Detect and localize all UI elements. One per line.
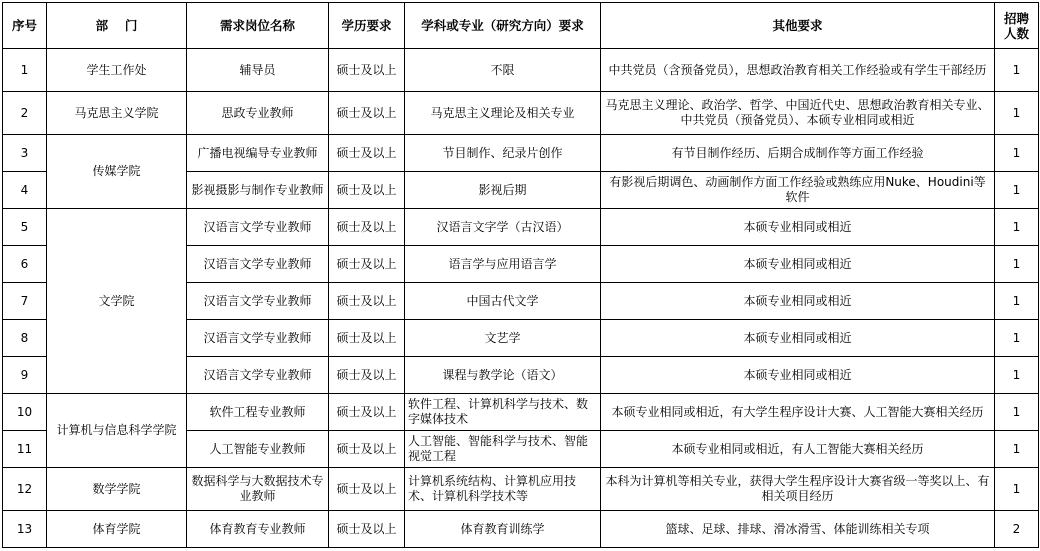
cell-degree: 硕士及以上 bbox=[329, 431, 405, 468]
cell-other: 本硕专业相同或相近 bbox=[601, 357, 995, 394]
header-dept: 部 门 bbox=[47, 3, 187, 49]
cell-major: 中国古代文学 bbox=[405, 283, 601, 320]
cell-seq: 12 bbox=[3, 468, 47, 511]
cell-seq: 8 bbox=[3, 320, 47, 357]
cell-count: 1 bbox=[995, 246, 1039, 283]
cell-seq: 5 bbox=[3, 209, 47, 246]
cell-degree: 硕士及以上 bbox=[329, 172, 405, 209]
table-row bbox=[3, 209, 1039, 246]
cell-degree: 硕士及以上 bbox=[329, 246, 405, 283]
table-row bbox=[3, 468, 1039, 511]
cell-position: 软件工程专业教师 bbox=[187, 394, 329, 431]
cell-other: 本硕专业相同或相近 bbox=[601, 283, 995, 320]
cell-other: 本科为计算机等相关专业，获得大学生程序设计大赛省级一等奖以上、有相关项目经历 bbox=[601, 468, 995, 511]
cell-other: 中共党员（含预备党员），思想政治教育相关工作经验或有学生干部经历 bbox=[601, 49, 995, 92]
cell-other: 篮球、足球、排球、滑冰滑雪、体能训练相关专项 bbox=[601, 511, 995, 548]
cell-other: 本硕专业相同或相近 bbox=[601, 320, 995, 357]
cell-dept: 体育学院 bbox=[47, 511, 187, 548]
cell-degree: 硕士及以上 bbox=[329, 511, 405, 548]
recruitment-table bbox=[2, 2, 1039, 548]
cell-seq: 9 bbox=[3, 357, 47, 394]
cell-count: 1 bbox=[995, 320, 1039, 357]
cell-position: 汉语言文学专业教师 bbox=[187, 320, 329, 357]
cell-position: 广播电视编导专业教师 bbox=[187, 135, 329, 172]
cell-seq: 2 bbox=[3, 92, 47, 135]
cell-dept: 传媒学院 bbox=[47, 135, 187, 209]
cell-dept: 数学学院 bbox=[47, 468, 187, 511]
cell-position: 汉语言文学专业教师 bbox=[187, 246, 329, 283]
cell-degree: 硕士及以上 bbox=[329, 283, 405, 320]
cell-position: 思政专业教师 bbox=[187, 92, 329, 135]
cell-count: 1 bbox=[995, 92, 1039, 135]
table-row bbox=[3, 49, 1039, 92]
cell-degree: 硕士及以上 bbox=[329, 357, 405, 394]
cell-other: 有节目制作经历、后期合成制作等方面工作经验 bbox=[601, 135, 995, 172]
cell-count: 1 bbox=[995, 49, 1039, 92]
cell-other: 有影视后期调色、动画制作方面工作经验或熟练应用Nuke、Houdini等软件 bbox=[601, 172, 995, 209]
cell-dept: 文学院 bbox=[47, 209, 187, 394]
cell-seq: 7 bbox=[3, 283, 47, 320]
table-row bbox=[3, 511, 1039, 548]
cell-major: 体育教育训练学 bbox=[405, 511, 601, 548]
cell-count: 1 bbox=[995, 431, 1039, 468]
cell-dept: 计算机与信息科学学院 bbox=[47, 394, 187, 468]
cell-major: 语言学与应用语言学 bbox=[405, 246, 601, 283]
cell-count: 1 bbox=[995, 468, 1039, 511]
cell-seq: 6 bbox=[3, 246, 47, 283]
cell-major: 汉语言文字学（古汉语） bbox=[405, 209, 601, 246]
cell-dept: 学生工作处 bbox=[47, 49, 187, 92]
cell-count: 1 bbox=[995, 172, 1039, 209]
header-major: 学科或专业（研究方向）要求 bbox=[405, 3, 601, 49]
cell-count: 2 bbox=[995, 511, 1039, 548]
cell-degree: 硕士及以上 bbox=[329, 209, 405, 246]
cell-count: 1 bbox=[995, 394, 1039, 431]
cell-position: 汉语言文学专业教师 bbox=[187, 209, 329, 246]
header-other: 其他要求 bbox=[601, 3, 995, 49]
cell-major: 文艺学 bbox=[405, 320, 601, 357]
cell-count: 1 bbox=[995, 135, 1039, 172]
header-position: 需求岗位名称 bbox=[187, 3, 329, 49]
cell-position: 体育教育专业教师 bbox=[187, 511, 329, 548]
header-count: 招聘人数 bbox=[995, 3, 1039, 49]
cell-major: 计算机系统结构、计算机应用技术、计算机科学技术等 bbox=[405, 468, 601, 511]
cell-other: 本硕专业相同或相近 bbox=[601, 246, 995, 283]
cell-degree: 硕士及以上 bbox=[329, 320, 405, 357]
table-row bbox=[3, 394, 1039, 431]
cell-major: 人工智能、智能科学与技术、智能视觉工程 bbox=[405, 431, 601, 468]
table-row bbox=[3, 92, 1039, 135]
cell-position: 数据科学与大数据技术专业教师 bbox=[187, 468, 329, 511]
cell-major: 不限 bbox=[405, 49, 601, 92]
cell-seq: 3 bbox=[3, 135, 47, 172]
header-row bbox=[3, 3, 1039, 49]
cell-degree: 硕士及以上 bbox=[329, 135, 405, 172]
cell-major: 节目制作、纪录片创作 bbox=[405, 135, 601, 172]
cell-degree: 硕士及以上 bbox=[329, 92, 405, 135]
cell-other: 本硕专业相同或相近，有大学生程序设计大赛、人工智能大赛相关经历 bbox=[601, 394, 995, 431]
cell-degree: 硕士及以上 bbox=[329, 394, 405, 431]
cell-major: 影视后期 bbox=[405, 172, 601, 209]
cell-degree: 硕士及以上 bbox=[329, 49, 405, 92]
cell-count: 1 bbox=[995, 283, 1039, 320]
header-degree: 学历要求 bbox=[329, 3, 405, 49]
cell-count: 1 bbox=[995, 209, 1039, 246]
cell-other: 本硕专业相同或相近 bbox=[601, 209, 995, 246]
cell-position: 辅导员 bbox=[187, 49, 329, 92]
header-seq: 序号 bbox=[3, 3, 47, 49]
cell-position: 人工智能专业教师 bbox=[187, 431, 329, 468]
cell-position: 汉语言文学专业教师 bbox=[187, 357, 329, 394]
cell-other: 本硕专业相同或相近，有人工智能大赛相关经历 bbox=[601, 431, 995, 468]
cell-major: 课程与教学论（语文） bbox=[405, 357, 601, 394]
cell-major: 软件工程、计算机科学与技术、数字媒体技术 bbox=[405, 394, 601, 431]
cell-other: 马克思主义理论、政治学、哲学、中国近代史、思想政治教育相关专业、中共党员（预备党员）、本硕专业相同或相近 bbox=[601, 92, 995, 135]
cell-count: 1 bbox=[995, 357, 1039, 394]
cell-dept: 马克思主义学院 bbox=[47, 92, 187, 135]
table-row bbox=[3, 135, 1039, 172]
cell-seq: 13 bbox=[3, 511, 47, 548]
cell-seq: 10 bbox=[3, 394, 47, 431]
cell-position: 汉语言文学专业教师 bbox=[187, 283, 329, 320]
cell-seq: 4 bbox=[3, 172, 47, 209]
cell-seq: 11 bbox=[3, 431, 47, 468]
cell-major: 马克思主义理论及相关专业 bbox=[405, 92, 601, 135]
cell-position: 影视摄影与制作专业教师 bbox=[187, 172, 329, 209]
cell-seq: 1 bbox=[3, 49, 47, 92]
cell-degree: 硕士及以上 bbox=[329, 468, 405, 511]
